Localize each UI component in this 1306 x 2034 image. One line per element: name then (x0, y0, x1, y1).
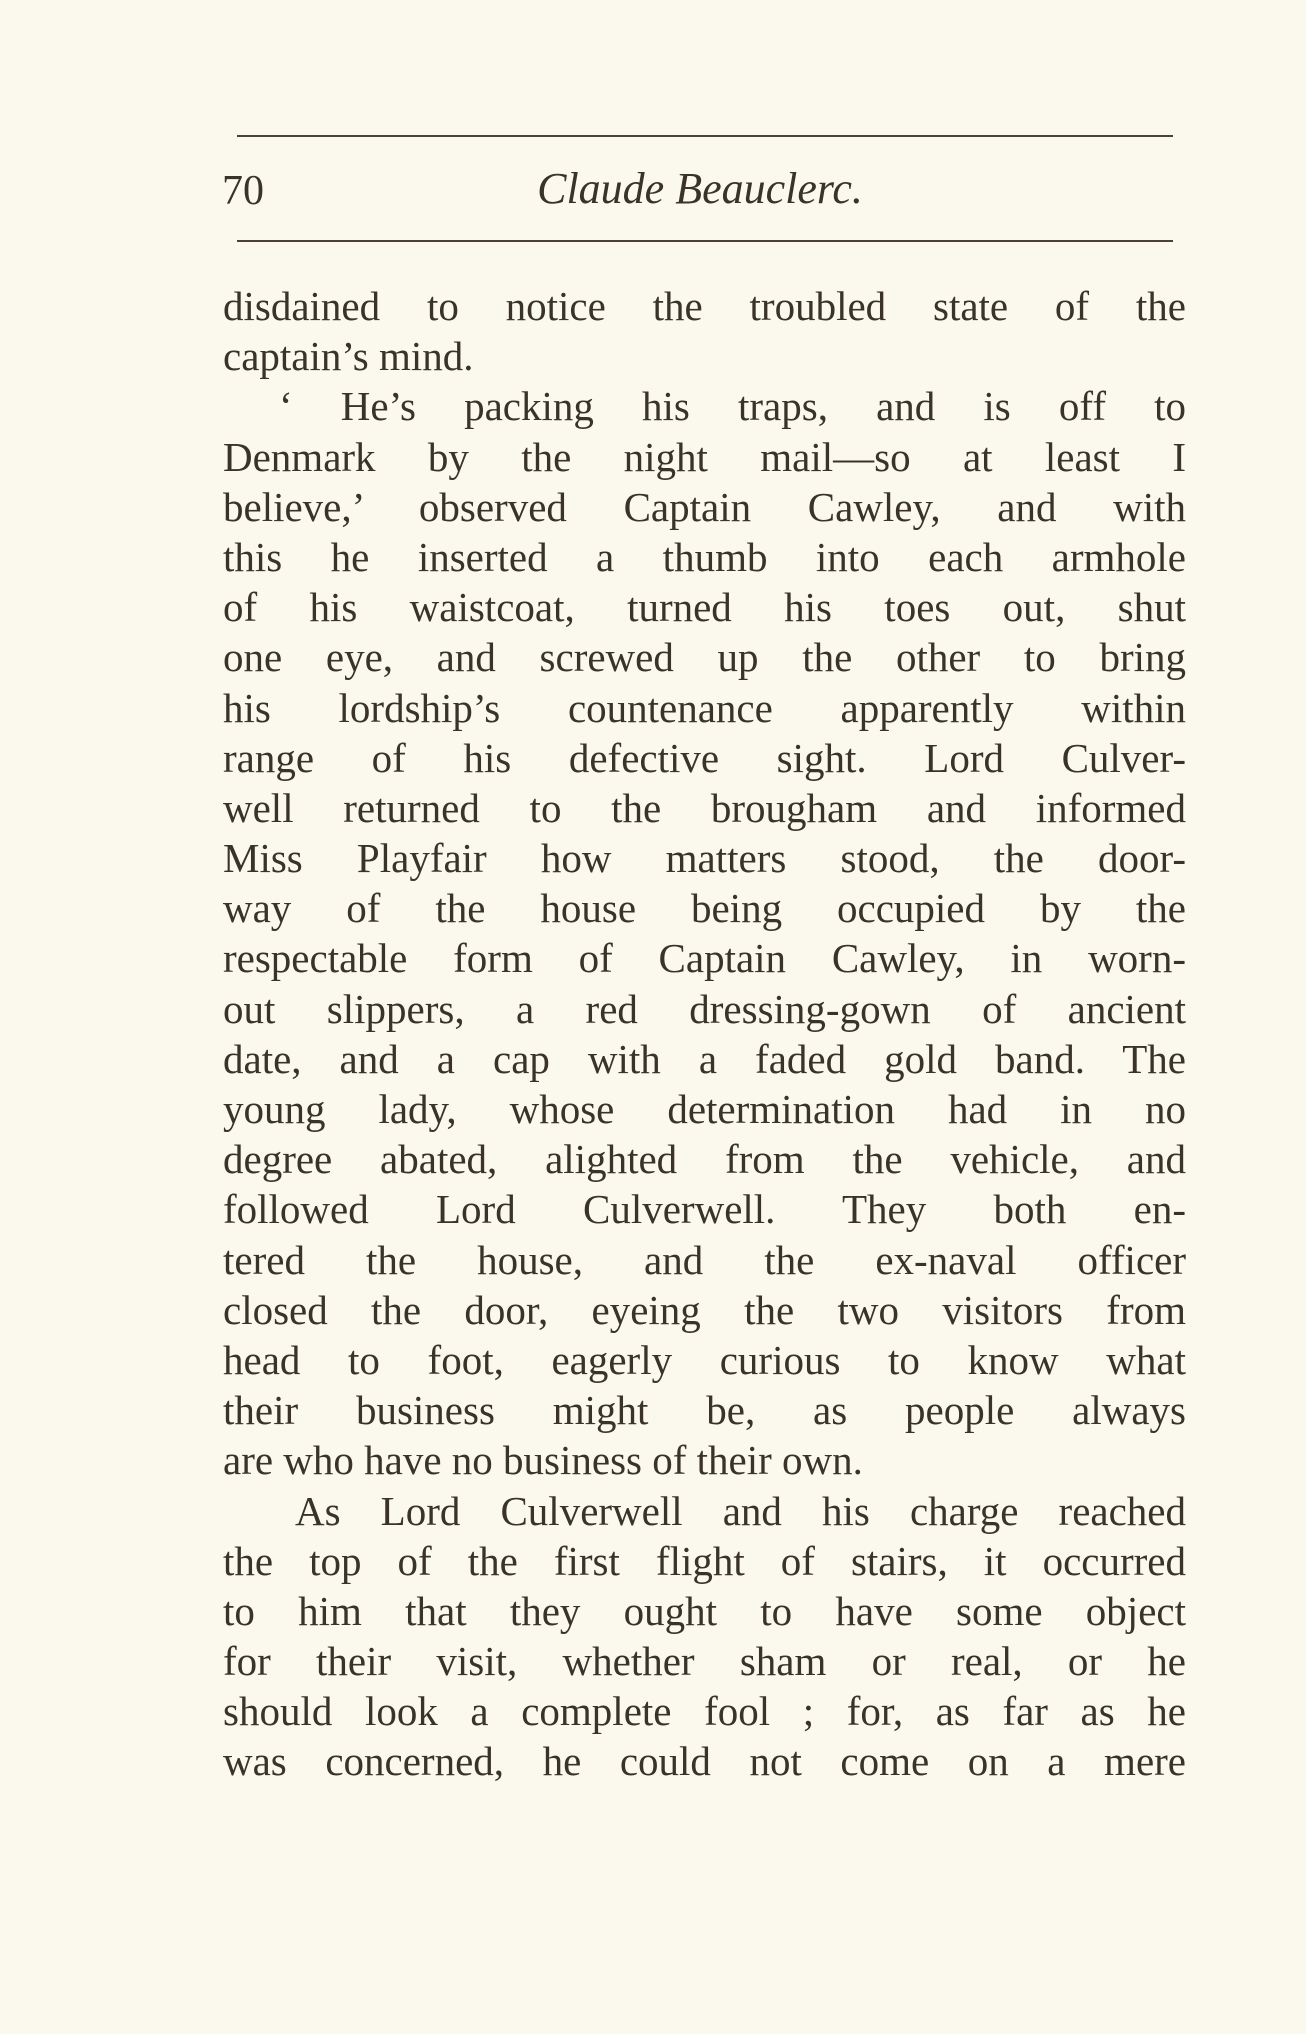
text-line: one eye, and screwed up the other to bring (223, 634, 1186, 681)
text-line: ‘ He’s packing his traps, and is off to (279, 383, 1186, 430)
text-line: was concerned, he could not come on a mere (223, 1738, 1186, 1785)
header-rule-bottom (237, 240, 1173, 242)
header-rule-top (237, 135, 1173, 137)
text-line: way of the house being occupied by the (223, 885, 1186, 932)
text-line: this he inserted a thumb into each armhole (223, 533, 1186, 580)
text-line: believe,’ observed Captain Cawley, and with (223, 483, 1186, 530)
text-line: range of his defective sight. Lord Culver- (223, 734, 1186, 781)
text-line: Miss Playfair how matters stood, the door- (223, 835, 1186, 882)
text-line: to him that they ought to have some object (223, 1587, 1186, 1634)
text-line: out slippers, a red dressing-gown of ancient (223, 985, 1186, 1032)
text-line: Denmark by the night mail—so at least I (223, 433, 1186, 480)
text-line: well returned to the brougham and informed (223, 784, 1186, 831)
text-line: As Lord Culverwell and his charge reached (295, 1487, 1186, 1534)
text-line: respectable form of Captain Cawley, in worn- (223, 935, 1186, 982)
text-line: followed Lord Culverwell. They both en- (223, 1186, 1186, 1233)
text-line: the top of the first flight of stairs, it occurred (223, 1537, 1186, 1584)
text-line: disdained to notice the troubled state of the (223, 283, 1186, 329)
page-number: 70 (222, 168, 264, 214)
text-line: for their visit, whether sham or real, or he (223, 1638, 1186, 1685)
text-line: tered the house, and the ex-naval officer (223, 1236, 1186, 1283)
body-text (223, 281, 1186, 1787)
text-line: young lady, whose determination had in no (223, 1086, 1186, 1132)
text-line: captain’s mind. (223, 333, 474, 380)
text-line: of his waistcoat, turned his toes out, shut (223, 584, 1186, 631)
text-line: his lordship’s countenance apparently within (223, 684, 1186, 731)
running-title: Claude Beauclerc. (537, 164, 863, 213)
text-line: should look a complete fool ; for, as far as he (223, 1688, 1186, 1735)
text-line: are who have no business of their own. (223, 1437, 863, 1484)
text-line: closed the door, eyeing the two visitors from (223, 1286, 1186, 1333)
text-line: head to foot, eagerly curious to know what (223, 1336, 1186, 1383)
text-line: date, and a cap with a faded gold band. The (223, 1035, 1186, 1082)
text-line: degree abated, alighted from the vehicle, and (223, 1136, 1186, 1183)
text-line: their business might be, as people always (223, 1387, 1186, 1434)
